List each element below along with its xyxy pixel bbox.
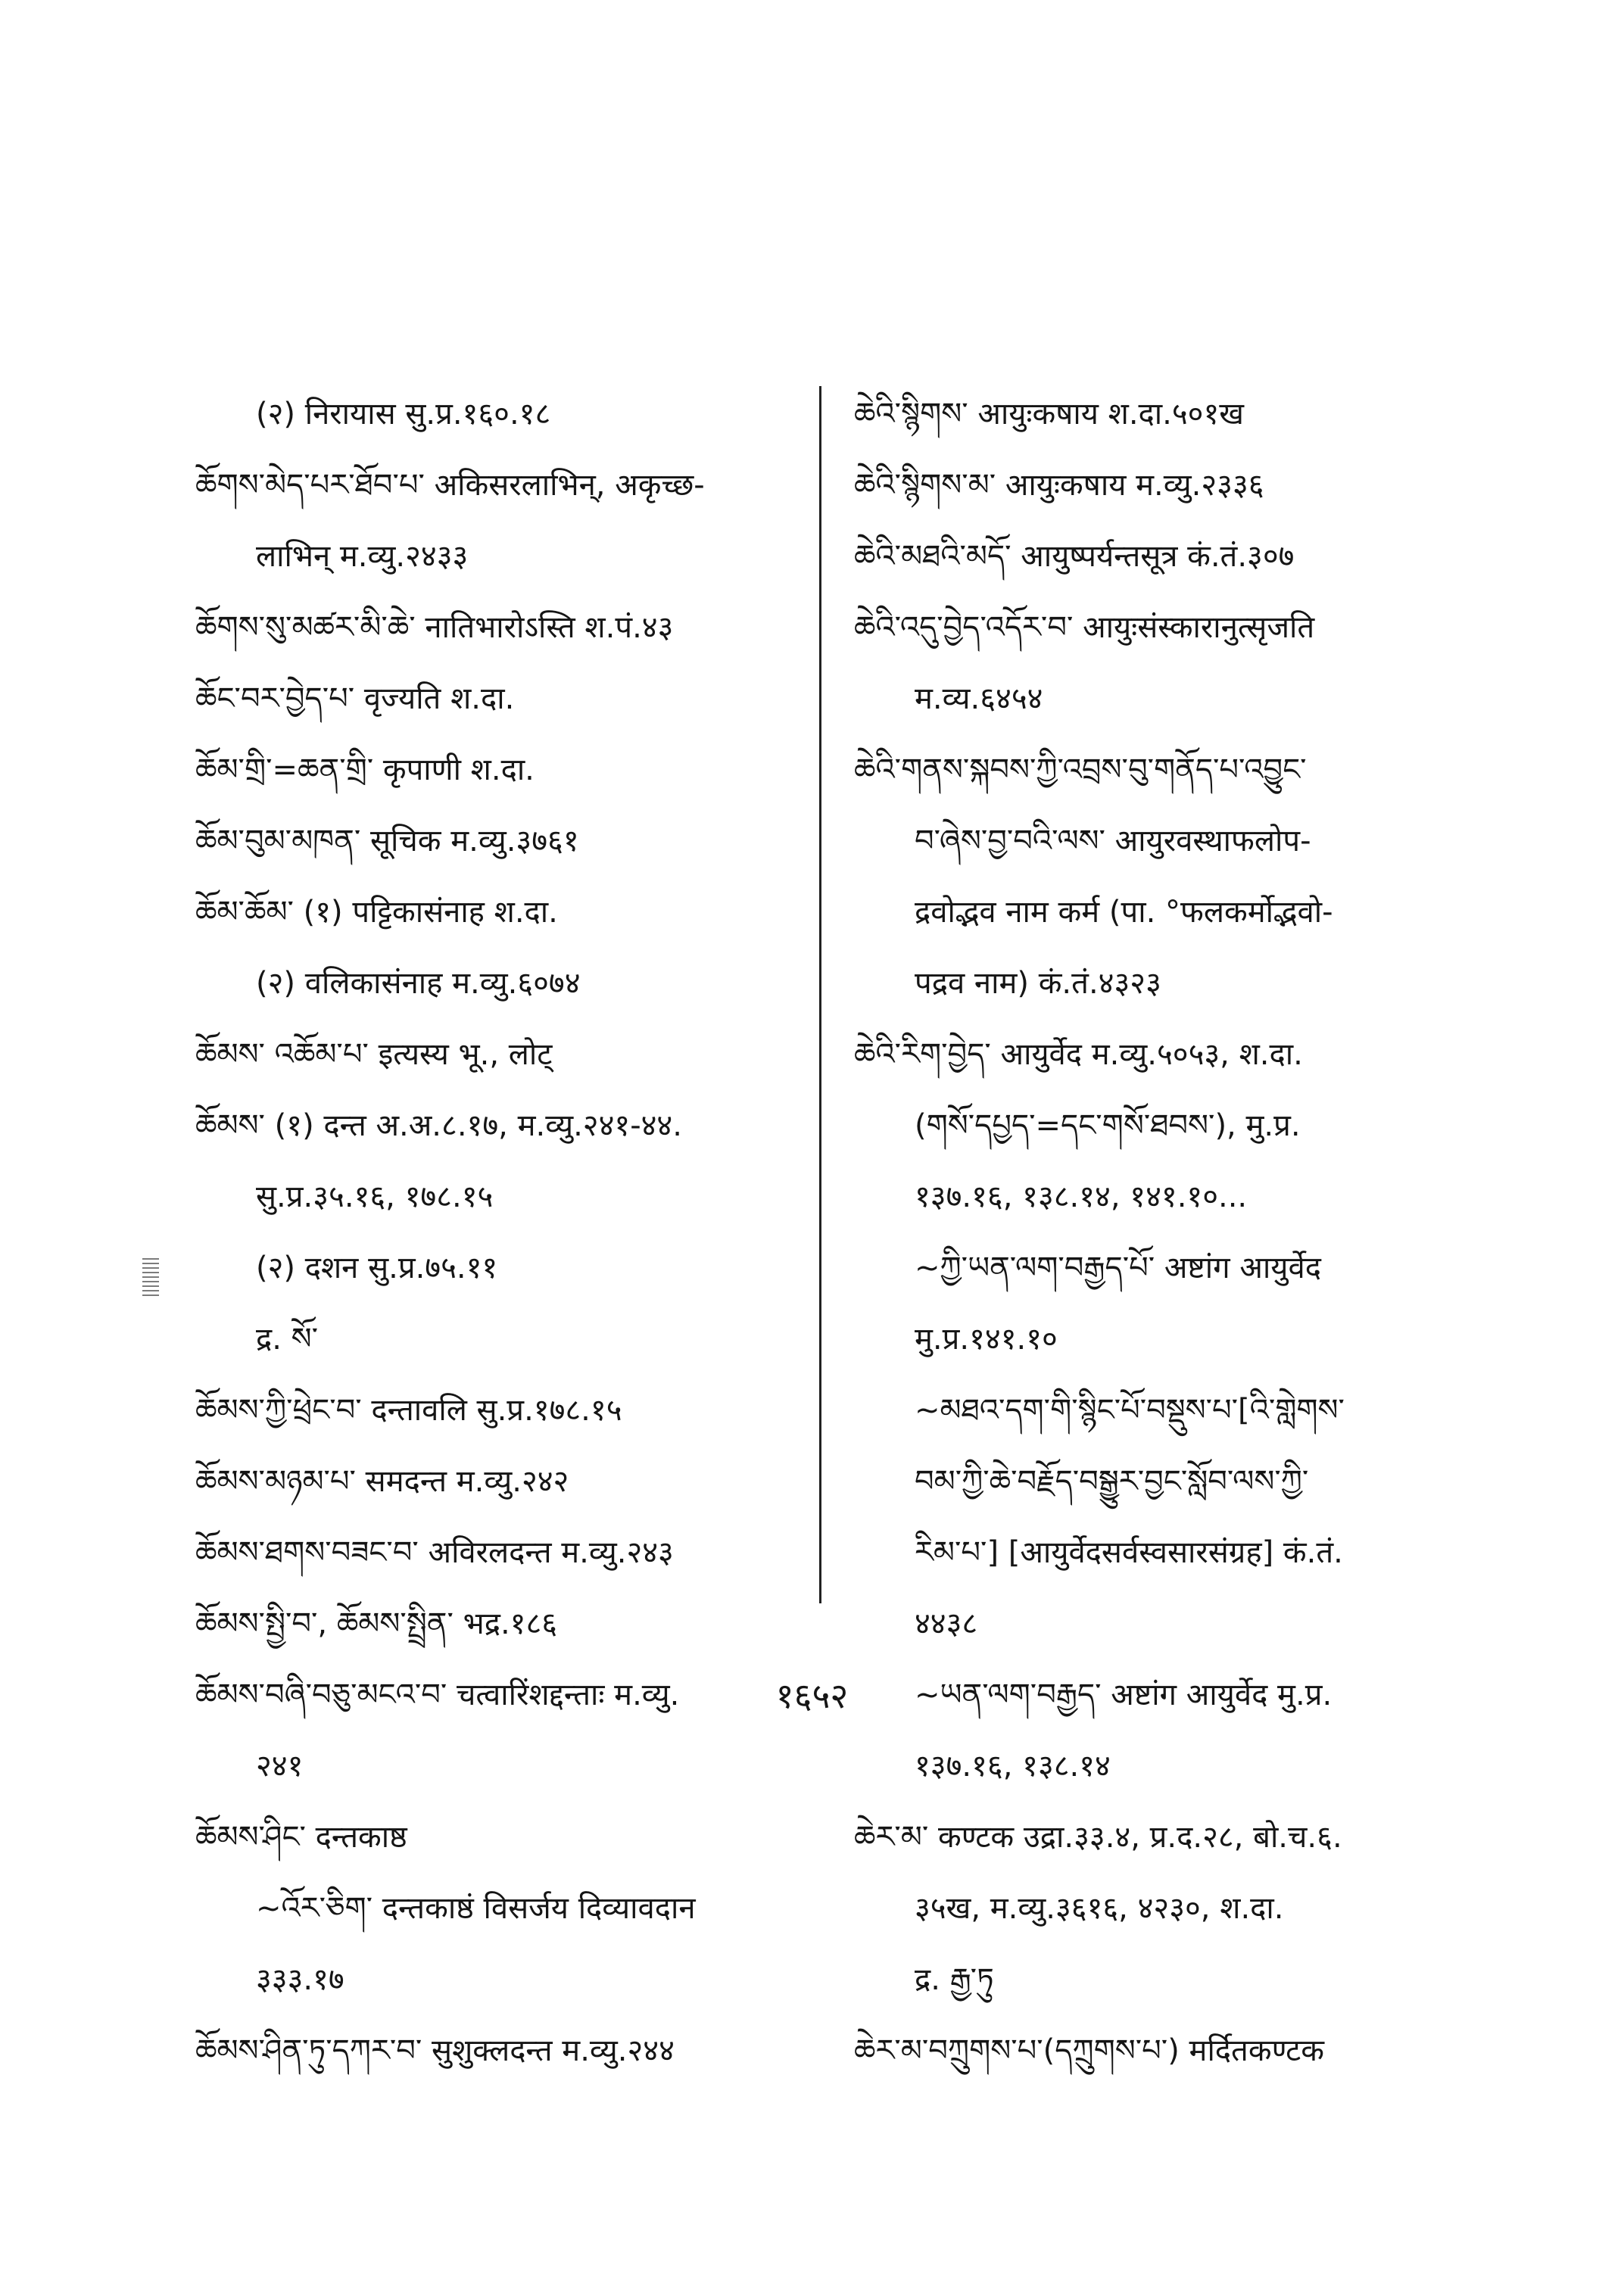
entry-line: ཆེའི་སྙིགས་མ་ आयुःकषाय म.व्यु.२३३६ bbox=[854, 468, 1264, 503]
entry-line: (२) वलिकासंनाह म.व्यु.६०७४ bbox=[256, 966, 581, 1001]
entry-line: ཆོང་བར་བྱེད་པ་ वृज्यति श.दा. bbox=[195, 681, 515, 716]
entry-line: ཆོམ་ཆོམ་ (१) पट्टिकासंनाह श.दा. bbox=[195, 895, 558, 930]
entry-line: ཆོམ་གྲི་=ཆན་གྲི་ कृपाणी श.दा. bbox=[195, 752, 535, 787]
entry-line: (གསོ་དཔྱད་=དང་གསོ་ཐབས་), मु.प्र. bbox=[915, 1108, 1301, 1143]
entry-line: १३७.१६, १३८.१४ bbox=[915, 1749, 1111, 1784]
entry-line: ཆོམས་ (१) दन्त अ.अ.८.१७, म.व्यु.२४१-४४. bbox=[195, 1108, 682, 1143]
entry-line: (२) निरायास सु.प्र.१६०.१८ bbox=[256, 397, 551, 431]
entry-line: ३५ख, म.व्यु.३६१६, ४२३०, श.दा. bbox=[915, 1891, 1284, 1926]
right-column bbox=[854, 379, 1460, 2086]
entry-line: ~ཡན་ལག་བརྒྱད་ अष्टांग आयुर्वेद मु.प्र. bbox=[915, 1678, 1333, 1712]
entry-line: ཆེར་མ་བཀྲུགས་པ་(དཀྲུགས་པ་) मर्दितकण्टक bbox=[854, 2033, 1325, 2068]
entry-line: सु.प्र.३५.१६, १७८.१५ bbox=[256, 1179, 494, 1214]
entry-line: ཆོམས་ཐགས་བཟང་བ་ अविरलदन्त म.व्यु.२४३ bbox=[195, 1535, 674, 1570]
entry-line: म.व्य.६४५४ bbox=[915, 681, 1043, 716]
entry-line: ཆོགས་མེད་པར་ཐོབ་པ་ अकिसरलाभिन्, अकृच्छ- bbox=[195, 468, 705, 503]
left-column bbox=[195, 379, 801, 2086]
column-divider bbox=[819, 386, 821, 1603]
entry-line: ~འོར་ཅིག་ दन्तकाष्ठं विसर्जय दिव्यावदान bbox=[256, 1891, 696, 1926]
entry-line: ४४३८ bbox=[915, 1606, 978, 1641]
entry-line: ཆེའི་འདུ་བྱེད་འདོར་བ་ आयुःसंस्कारानुत्सृजति bbox=[854, 610, 1315, 645]
entry-line: ཆེར་མ་ कण्टक उद्रा.३३.४, प्र.द.२८, बो.च.६. bbox=[854, 1820, 1342, 1855]
entry-line: ཆེའི་གནས་སྐབས་ཀྱི་འབྲས་བུ་གནོད་པ་འབྱུང་ bbox=[854, 752, 1307, 787]
entry-line: ཆོམས་ཤིང་ दन्तकाष्ठ bbox=[195, 1820, 407, 1855]
entry-line: ཆེའི་རིག་བྱེད་ आयुर्वेद म.व्यु.५०५३, श.दा. bbox=[854, 1037, 1303, 1072]
entry-line: ཆོམས་སྤྱི་བ་, ཆོམས་སྤྲིན་ भद्र.१८६ bbox=[195, 1606, 558, 1641]
entry-line: བམ་ཀྱི་ཆེ་བརྗོད་བསྒྱུར་བྱང་སློབ་ལས་ཀྱི་ bbox=[915, 1464, 1309, 1499]
entry-line: द्र. སོ་ bbox=[256, 1322, 319, 1357]
entry-line: ཆོམས་ཀྱི་ཕྲེང་བ་ दन्तावलि सु.प्र.१७८.१५ bbox=[195, 1393, 622, 1428]
entry-line: ཆེའི་སྙིགས་ आयुःकषाय श.दा.५०१ख bbox=[854, 397, 1244, 431]
entry-line: ཆོམས་མཉམ་པ་ समदन्त म.व्यु.२४२ bbox=[195, 1464, 569, 1499]
entry-line: मु.प्र.१४१.१० bbox=[915, 1322, 1058, 1357]
entry-line: १३७.१६, १३८.१४, १४१.१०... bbox=[915, 1179, 1248, 1214]
entry-line: ३३३.१७ bbox=[256, 1962, 344, 1997]
entry-line: ཆེའི་མཐའི་མདོ་ आयुष्पर्यन्तसूत्र कं.तं.३०७ bbox=[854, 539, 1295, 574]
entry-line: བ་ཞེས་བྱ་བའི་ལས་ आयुरवस्थाफलोप- bbox=[915, 824, 1311, 858]
entry-line: ཆོམས་བཞི་བཅུ་མངའ་བ་ चत्वारिंशद्दन्ताः म.व्यु. bbox=[195, 1678, 680, 1712]
entry-line: द्रवोद्भव नाम कर्म (पा. °फलकर्मोद्भवो- bbox=[915, 895, 1333, 930]
entry-line: ཆོམ་བུམ་མཁན་ सूचिक म.व्यु.३७६१ bbox=[195, 824, 579, 858]
entry-line: ཆོམས་ཤིན་ཏུ་དཀར་བ་ सुशुक्लदन्त म.व्यु.२४४ bbox=[195, 2033, 675, 2068]
entry-line: पद्रव नाम) कं.तं.४३२३ bbox=[915, 966, 1161, 1001]
entry-line: ~ཀྱི་ཡན་ལག་བརྒྱད་པོ་ अष्टांग आयुर्वेद bbox=[915, 1251, 1321, 1285]
entry-line: ~མཐའ་དག་གི་སྙིང་པོ་བསྡུས་པ་[འི་གླེགས་ bbox=[915, 1393, 1345, 1428]
entry-line: द्र. རྒྱ་ཏུ bbox=[915, 1962, 994, 1997]
entry-line: རིམ་པ་] [आयुर्वेदसर्वस्वसारसंग्रह] कं.तं. bbox=[915, 1535, 1343, 1570]
entry-line: (२) दशन सु.प्र.७५.११ bbox=[256, 1251, 498, 1285]
entry-line: ཆོམས་ འཆོམ་པ་ इत्यस्य भू., लोट् bbox=[195, 1037, 553, 1072]
entry-line: २४१ bbox=[256, 1749, 304, 1784]
margin-mark bbox=[142, 1258, 159, 1299]
entry-line: लाभिन् म.व्यु.२४३३ bbox=[256, 539, 469, 574]
page-number: १६५२ bbox=[775, 1675, 849, 1716]
entry-line: ཆོགས་སུ་མཚར་མི་ཆེ་ नातिभारोऽस्ति श.पं.४३ bbox=[195, 610, 674, 645]
